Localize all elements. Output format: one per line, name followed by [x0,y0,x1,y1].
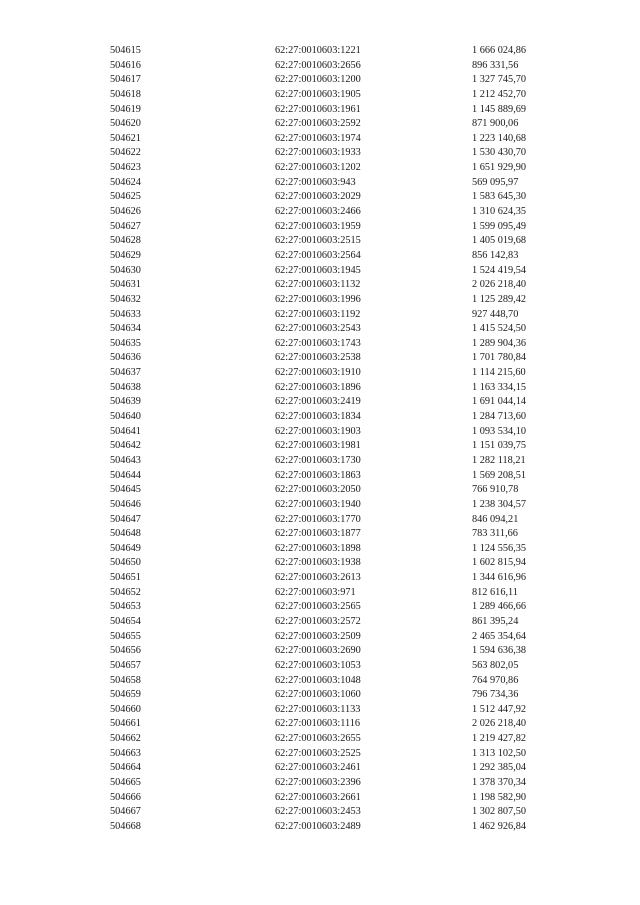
table-row [110,425,550,440]
table-row [110,674,550,689]
cadastral-value-cell: 846 094,21 [472,513,519,525]
row-id-cell: 504666 [110,791,141,803]
row-id-cell: 504649 [110,542,141,554]
cadastral-number-cell: 62:27:0010603:2538 [275,352,361,364]
table-row [110,103,550,118]
table-row [110,717,550,732]
cadastral-value-cell: 1 145 889,69 [472,103,527,115]
table-row [110,205,550,220]
table-row [110,791,550,806]
row-id-cell: 504622 [110,147,141,159]
table-row [110,469,550,484]
cadastral-value-cell: 1 114 215,60 [472,367,526,379]
cadastral-number-cell: 62:27:0010603:1053 [275,659,361,671]
cadastral-number-cell: 62:27:0010603:2592 [275,118,361,130]
row-id-cell: 504618 [110,88,141,100]
cadastral-number-cell: 62:27:0010603:1961 [275,103,361,115]
row-id-cell: 504661 [110,718,141,730]
cadastral-number-cell: 62:27:0010603:2461 [275,762,361,774]
cadastral-number-cell: 62:27:0010603:2661 [275,791,361,803]
cadastral-value-cell: 1 530 430,70 [472,147,527,159]
row-id-cell: 504641 [110,425,141,437]
cadastral-value-cell: 796 734,36 [472,689,519,701]
cadastral-value-cell: 1 462 926,84 [472,820,527,832]
row-id-cell: 504667 [110,806,141,818]
cadastral-number-cell: 62:27:0010603:2466 [275,206,361,218]
cadastral-value-cell: 896 331,56 [472,59,519,71]
table-row [110,732,550,747]
cadastral-value-cell: 1 284 713,60 [472,411,527,423]
cadastral-number-cell: 62:27:0010603:2029 [275,191,361,203]
cadastral-value-cell: 2 026 218,40 [472,279,527,291]
cadastral-number-cell: 62:27:0010603:1863 [275,469,361,481]
row-id-cell: 504652 [110,586,141,598]
row-id-cell: 504616 [110,59,141,71]
table-row [110,44,550,59]
row-id-cell: 504645 [110,484,141,496]
cadastral-value-cell: 1 282 118,21 [472,454,526,466]
cadastral-number-cell: 62:27:0010603:1877 [275,528,361,540]
cadastral-number-cell: 62:27:0010603:1834 [275,411,361,423]
row-id-cell: 504642 [110,440,141,452]
table-row [110,381,550,396]
table-row [110,88,550,103]
row-id-cell: 504664 [110,762,141,774]
cadastral-number-cell: 62:27:0010603:1938 [275,557,361,569]
cadastral-value-cell: 1 292 385,04 [472,762,527,774]
table-row [110,439,550,454]
cadastral-value-cell: 1 310 624,35 [472,206,527,218]
cadastral-value-cell: 1 651 929,90 [472,162,527,174]
table-row [110,454,550,469]
row-id-cell: 504624 [110,176,141,188]
cadastral-number-cell: 62:27:0010603:1060 [275,689,361,701]
table-row [110,322,550,337]
cadastral-value-cell: 563 802,05 [472,659,519,671]
cadastral-number-cell: 62:27:0010603:1933 [275,147,361,159]
row-id-cell: 504655 [110,630,141,642]
table-row [110,659,550,674]
cadastral-number-cell: 62:27:0010603:2489 [275,820,361,832]
table-row [110,190,550,205]
cadastral-value-cell: 1 238 304,57 [472,498,527,510]
row-id-cell: 504626 [110,206,141,218]
table-row [110,146,550,161]
cadastral-number-cell: 62:27:0010603:2543 [275,323,361,335]
row-id-cell: 504625 [110,191,141,203]
row-id-cell: 504638 [110,381,141,393]
cadastral-value-cell: 1 599 095,49 [472,220,527,232]
cadastral-value-cell: 1 594 636,38 [472,645,527,657]
cadastral-number-cell: 62:27:0010603:2690 [275,645,361,657]
row-id-cell: 504635 [110,337,141,349]
cadastral-number-cell: 62:27:0010603:1221 [275,45,361,56]
cadastral-value-table [110,44,550,835]
cadastral-value-cell: 1 163 334,15 [472,381,527,393]
table-row [110,308,550,323]
cadastral-value-cell: 766 910,78 [472,484,519,496]
row-id-cell: 504651 [110,572,141,584]
row-id-cell: 504660 [110,703,141,715]
cadastral-number-cell: 62:27:0010603:1730 [275,454,361,466]
cadastral-value-cell: 1 405 019,68 [472,235,527,247]
cadastral-value-cell: 1 512 447,92 [472,703,527,715]
cadastral-number-cell: 62:27:0010603:1959 [275,220,361,232]
cadastral-value-cell: 1 327 745,70 [472,74,527,86]
cadastral-value-cell: 812 616,11 [472,586,518,598]
row-id-cell: 504646 [110,498,141,510]
table-row [110,366,550,381]
cadastral-value-cell: 1 666 024,86 [472,45,527,56]
row-id-cell: 504632 [110,293,141,305]
cadastral-number-cell: 62:27:0010603:1192 [275,308,361,320]
table-row [110,264,550,279]
cadastral-number-cell: 62:27:0010603:1996 [275,293,361,305]
table-row [110,820,550,835]
table-row [110,776,550,791]
cadastral-value-cell: 1 524 419,54 [472,264,527,276]
cadastral-value-cell: 1 125 289,42 [472,293,527,305]
cadastral-value-cell: 1 344 616,96 [472,572,527,584]
table-row [110,220,550,235]
cadastral-value-cell: 764 970,86 [472,674,519,686]
cadastral-value-cell: 1 569 208,51 [472,469,527,481]
row-id-cell: 504629 [110,249,141,261]
cadastral-value-cell: 1 289 904,36 [472,337,527,349]
cadastral-number-cell: 62:27:0010603:1898 [275,542,361,554]
row-id-cell: 504633 [110,308,141,320]
cadastral-number-cell: 62:27:0010603:1770 [275,513,361,525]
table-row [110,527,550,542]
table-row [110,278,550,293]
table-row [110,761,550,776]
cadastral-value-cell: 1 212 452,70 [472,88,527,100]
cadastral-number-cell: 62:27:0010603:2453 [275,806,361,818]
cadastral-number-cell: 62:27:0010603:1743 [275,337,361,349]
cadastral-number-cell: 62:27:0010603:2525 [275,747,361,759]
cadastral-number-cell: 62:27:0010603:1945 [275,264,361,276]
table-row [110,293,550,308]
cadastral-value-cell: 1 378 370,34 [472,777,527,789]
cadastral-value-cell: 871 900,06 [472,118,519,130]
table-row [110,132,550,147]
cadastral-number-cell: 62:27:0010603:1200 [275,74,361,86]
cadastral-value-cell: 1 289 466,66 [472,601,527,613]
cadastral-number-cell: 62:27:0010603:1132 [275,279,361,291]
table-row [110,513,550,528]
table-row [110,337,550,352]
table-row [110,600,550,615]
row-id-cell: 504640 [110,411,141,423]
cadastral-number-cell: 62:27:0010603:2565 [275,601,361,613]
cadastral-number-cell: 62:27:0010603:2655 [275,733,361,745]
table-row [110,249,550,264]
cadastral-value-cell: 1 151 039,75 [472,440,527,452]
cadastral-value-cell: 1 415 524,50 [472,323,527,335]
cadastral-number-cell: 62:27:0010603:1896 [275,381,361,393]
table-row [110,234,550,249]
cadastral-value-cell: 783 311,66 [472,528,518,540]
cadastral-number-cell: 62:27:0010603:1940 [275,498,361,510]
row-id-cell: 504623 [110,162,141,174]
row-id-cell: 504627 [110,220,141,232]
cadastral-number-cell: 62:27:0010603:2572 [275,615,361,627]
table-row [110,688,550,703]
row-id-cell: 504647 [110,513,141,525]
table-row [110,498,550,513]
row-id-cell: 504639 [110,396,141,408]
row-id-cell: 504656 [110,645,141,657]
table-row [110,483,550,498]
table-row [110,351,550,366]
cadastral-number-cell: 62:27:0010603:1910 [275,367,361,379]
table-row [110,805,550,820]
table-row [110,630,550,645]
row-id-cell: 504620 [110,118,141,130]
table-row [110,571,550,586]
cadastral-number-cell: 62:27:0010603:2509 [275,630,361,642]
row-id-cell: 504648 [110,528,141,540]
cadastral-number-cell: 62:27:0010603:2564 [275,249,361,261]
table-row [110,644,550,659]
row-id-cell: 504637 [110,367,141,379]
cadastral-value-cell: 856 142,83 [472,249,519,261]
cadastral-value-cell: 1 198 582,90 [472,791,527,803]
cadastral-number-cell: 62:27:0010603:1116 [275,718,361,730]
table-row [110,161,550,176]
cadastral-value-cell: 1 219 427,82 [472,733,527,745]
row-id-cell: 504644 [110,469,141,481]
row-id-cell: 504665 [110,777,141,789]
cadastral-value-cell: 1 691 044,14 [472,396,527,408]
cadastral-number-cell: 62:27:0010603:943 [275,176,356,188]
cadastral-number-cell: 62:27:0010603:1974 [275,132,361,144]
row-id-cell: 504657 [110,659,141,671]
row-id-cell: 504631 [110,279,141,291]
table-row [110,410,550,425]
cadastral-number-cell: 62:27:0010603:2656 [275,59,361,71]
table-row [110,117,550,132]
row-id-cell: 504636 [110,352,141,364]
table-row [110,542,550,557]
cadastral-value-cell: 1 313 102,50 [472,747,527,759]
row-id-cell: 504658 [110,674,141,686]
row-id-cell: 504634 [110,323,141,335]
table-row [110,59,550,74]
cadastral-number-cell: 62:27:0010603:1048 [275,674,361,686]
cadastral-number-cell: 62:27:0010603:1202 [275,162,361,174]
cadastral-number-cell: 62:27:0010603:971 [275,586,356,598]
table-row [110,176,550,191]
cadastral-value-cell: 569 095,97 [472,176,519,188]
cadastral-number-cell: 62:27:0010603:1905 [275,88,361,100]
table-row [110,395,550,410]
cadastral-value-cell: 1 302 807,50 [472,806,527,818]
table-row [110,73,550,88]
row-id-cell: 504653 [110,601,141,613]
cadastral-number-cell: 62:27:0010603:2515 [275,235,361,247]
cadastral-value-cell: 1 223 140,68 [472,132,527,144]
cadastral-number-cell: 62:27:0010603:1133 [275,703,361,715]
cadastral-number-cell: 62:27:0010603:1981 [275,440,361,452]
row-id-cell: 504654 [110,615,141,627]
table-row [110,747,550,762]
row-id-cell: 504662 [110,733,141,745]
cadastral-number-cell: 62:27:0010603:2613 [275,572,361,584]
row-id-cell: 504628 [110,235,141,247]
cadastral-number-cell: 62:27:0010603:1903 [275,425,361,437]
cadastral-value-cell: 927 448,70 [472,308,519,320]
row-id-cell: 504650 [110,557,141,569]
row-id-cell: 504621 [110,132,141,144]
row-id-cell: 504630 [110,264,141,276]
cadastral-value-cell: 1 124 556,35 [472,542,527,554]
table-row [110,556,550,571]
cadastral-value-cell: 1 583 645,30 [472,191,527,203]
row-id-cell: 504668 [110,820,141,832]
table-row [110,586,550,601]
cadastral-value-cell: 1 602 815,94 [472,557,527,569]
row-id-cell: 504663 [110,747,141,759]
cadastral-value-cell: 861 395,24 [472,615,519,627]
row-id-cell: 504615 [110,45,141,56]
row-id-cell: 504659 [110,689,141,701]
table-row [110,615,550,630]
cadastral-value-cell: 2 465 354,64 [472,630,527,642]
row-id-cell: 504619 [110,103,141,115]
cadastral-number-cell: 62:27:0010603:2419 [275,396,361,408]
cadastral-number-cell: 62:27:0010603:2050 [275,484,361,496]
table-row [110,703,550,718]
row-id-cell: 504617 [110,74,141,86]
cadastral-value-cell: 1 093 534,10 [472,425,527,437]
row-id-cell: 504643 [110,454,141,466]
cadastral-number-cell: 62:27:0010603:2396 [275,777,361,789]
cadastral-value-cell: 1 701 780,84 [472,352,527,364]
cadastral-value-cell: 2 026 218,40 [472,718,527,730]
